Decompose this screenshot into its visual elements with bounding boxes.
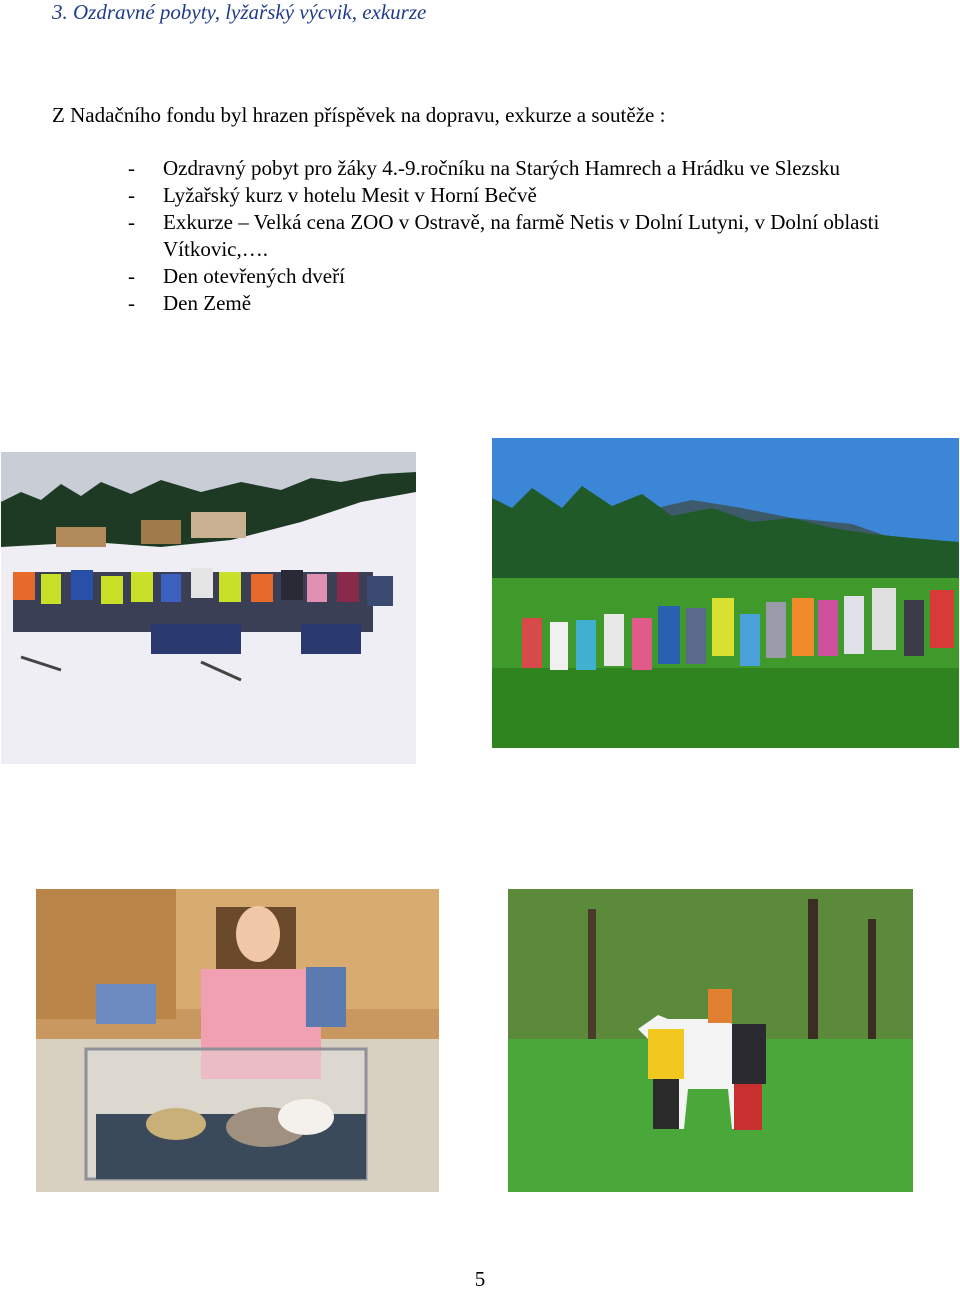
intro-paragraph: Z Nadačního fondu byl hrazen příspěvek na dopravu, exkurze a soutěže :	[52, 103, 666, 127]
photo-ski-course-image	[1, 452, 416, 764]
list-item: - Den Země	[128, 291, 252, 315]
photo-open-day	[36, 889, 439, 1192]
photo-ski-course	[1, 452, 416, 764]
photo-health-stay	[492, 438, 959, 748]
trip-list	[128, 155, 888, 317]
list-item: - Exkurze – Velká cena ZOO v Ostravě, na farmě Netis v Dolní Lutyni, v Dolní oblasti Vítkovic,….	[128, 210, 880, 261]
section-heading: 3. Ozdravné pobyty, lyžařský výcvik, exkurze	[52, 0, 427, 24]
photo-earth-day-image	[508, 889, 913, 1192]
list-item: - Lyžařský kurz v hotelu Mesit v Horní Bečvě	[128, 183, 537, 207]
photo-open-day-image	[36, 889, 439, 1192]
list-item: - Den otevřených dveří	[128, 264, 345, 288]
page-number: 5	[474, 1267, 486, 1291]
photo-health-stay-image	[492, 438, 959, 748]
list-item: - Ozdravný pobyt pro žáky 4.-9.ročníku na Starých Hamrech a Hrádku ve Slezsku	[128, 156, 841, 180]
photo-earth-day	[508, 889, 913, 1192]
